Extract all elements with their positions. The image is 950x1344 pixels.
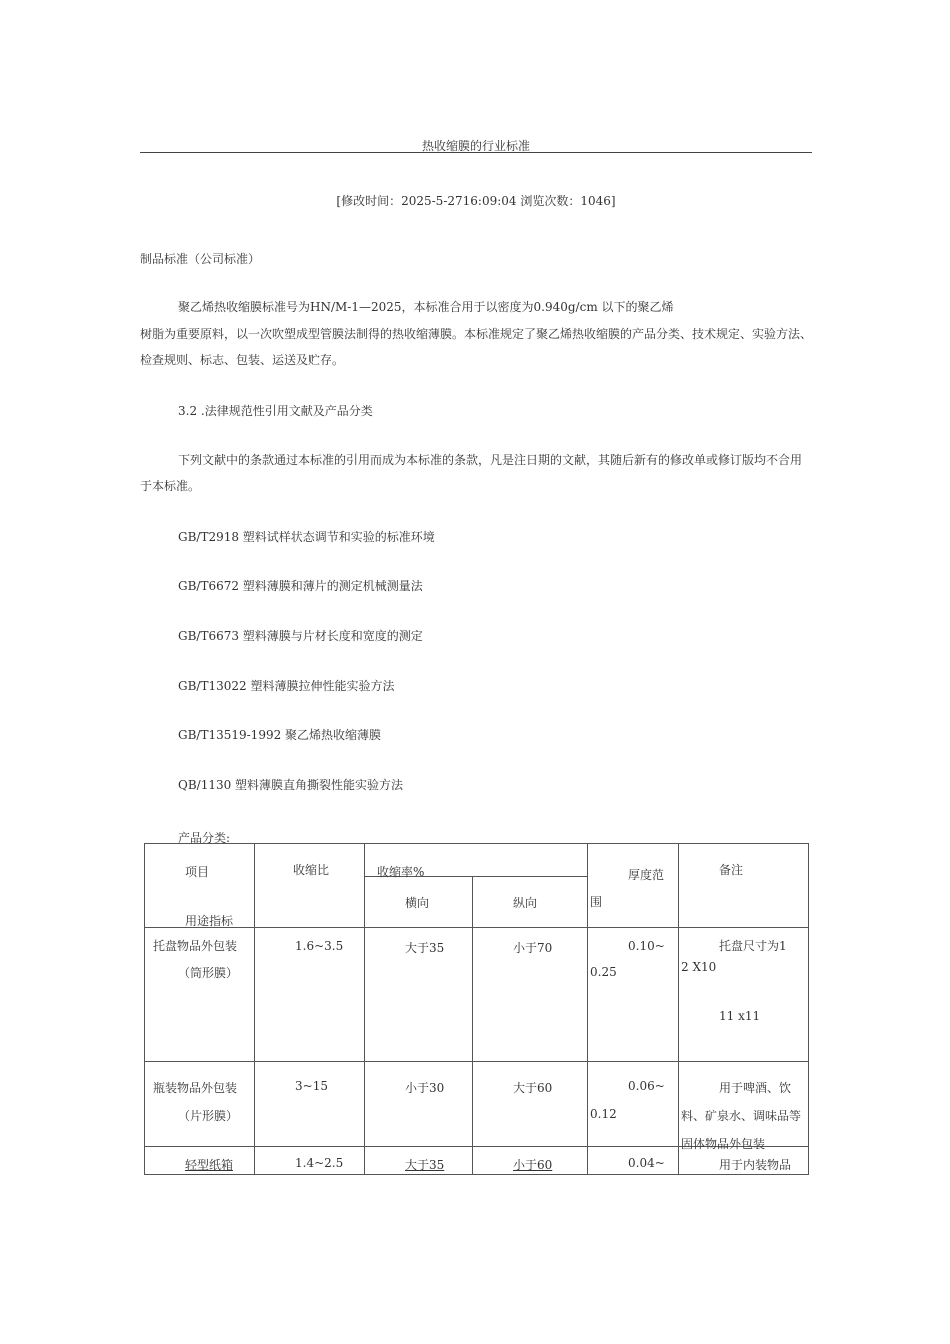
table-row [145,1062,809,1147]
reference-item: GB/T2918 塑料试样状态调节和实验的标准环境 [178,530,435,544]
cell-use: 轻型纸箱 [185,1158,234,1172]
header-note: 备注 [719,863,744,877]
paragraph-1-first-line: 聚乙烯热收缩膜标准号为HN/M-1—2025，本标准合用于以密度为0.940g/cm 以下的聚乙烯 [178,300,674,314]
paragraph-1-rest: 树脂为重要原料，以一次吹塑成型管膜法制得的热收缩薄膜。本标准规定了聚乙烯热收缩膜的产品分类、技术规定、实验方法、检查规则、标志、包装、运送及贮存。 [140,327,813,367]
sub-heading: 3.2 .法律规范性引用文献及产品分类 [178,404,373,418]
paragraph-2: 下列文献中的条款通过本标准的引用而成为本标准的条款，凡是注日期的文献，其随后新有的修改单或修订版均不合用于本标准。 [140,453,803,493]
reference-item: GB/T13022 塑料薄膜拉伸性能实验方法 [178,679,395,693]
cell-use: 瓶装物品外包装 [153,1081,238,1095]
header-use: 用途指标 [185,914,234,928]
cell-longitudinal: 大于60 [513,1081,553,1095]
header-rate: 收缩率% [377,865,425,879]
reference-item: QB/1130 塑料薄膜直角撕裂性能实验方法 [178,778,404,792]
header-thickness-b: 围 [590,895,603,909]
header-note-cell [679,844,809,928]
table-caption: 产品分类: [178,831,231,845]
table-row [145,928,809,1062]
cell-transverse: 小于30 [405,1081,445,1095]
cell-transverse: 大于35 [405,941,445,955]
header-item: 项目 [185,865,210,879]
reference-item: GB/T13519-1992 聚乙烯热收缩薄膜 [178,728,382,742]
table-row [145,1147,809,1175]
header-transverse-cell [365,877,473,928]
cell-note-extra: 固体物品外包装 [681,1137,766,1151]
section-heading: 制品标准（公司标准） [140,252,261,266]
cell-longitudinal: 小于60 [513,1158,553,1172]
reference-item: GB/T6672 塑料薄膜和薄片的测定机械测量法 [178,579,423,593]
cell-thickness-cont: 0.12 [590,1107,617,1121]
cell-ratio: 3~15 [295,1079,328,1093]
header-longitudinal-cell [473,877,588,928]
cell-use: 托盘物品外包装 [153,939,238,953]
cell-use-sub: （片形膜） [178,1109,239,1123]
cell-use-sub: （筒形膜） [178,966,239,980]
header-thickness-cell [588,844,679,928]
cell-note-cont: 料、矿泉水、调味品等 [681,1109,802,1123]
cell-transverse: 大于35 [405,1158,445,1172]
header-rate-cell [365,844,588,877]
title-rule [140,152,812,153]
header-longitudinal: 纵向 [513,896,538,911]
header-transverse: 横向 [405,896,430,911]
cell-ratio: 1.6~3.5 [295,939,344,953]
reference-item: GB/T6673 塑料薄膜与片材长度和宽度的测定 [178,629,423,643]
product-classification-table [144,843,809,1175]
cell-note-extra: 11 x11 [719,1009,761,1023]
cell-ratio: 1.4~2.5 [295,1156,344,1170]
cell-note: 用于内装物品 [719,1158,792,1172]
page-title: 热收缩膜的行业标准 [421,139,530,153]
header-ratio-cell [255,844,365,928]
cell-note-cont: 2 X10 [681,960,717,974]
cell-thickness: 0.10~ [628,939,665,953]
cell-thickness: 0.06~ [628,1079,665,1093]
cell-longitudinal: 小于70 [513,941,553,955]
header-thickness-a: 厚度范 [628,868,665,882]
cell-thickness-cont: 0.25 [590,965,617,979]
header-item-cell [145,844,255,928]
cell-note: 托盘尺寸为1 [719,939,787,953]
modified-meta: [修改时间：2025-5-2716:09:04 浏览次数：1046] [336,194,616,208]
header-ratio: 收缩比 [293,863,330,877]
cell-thickness: 0.04~ [628,1156,665,1170]
cell-note: 用于啤酒、饮 [719,1081,792,1095]
